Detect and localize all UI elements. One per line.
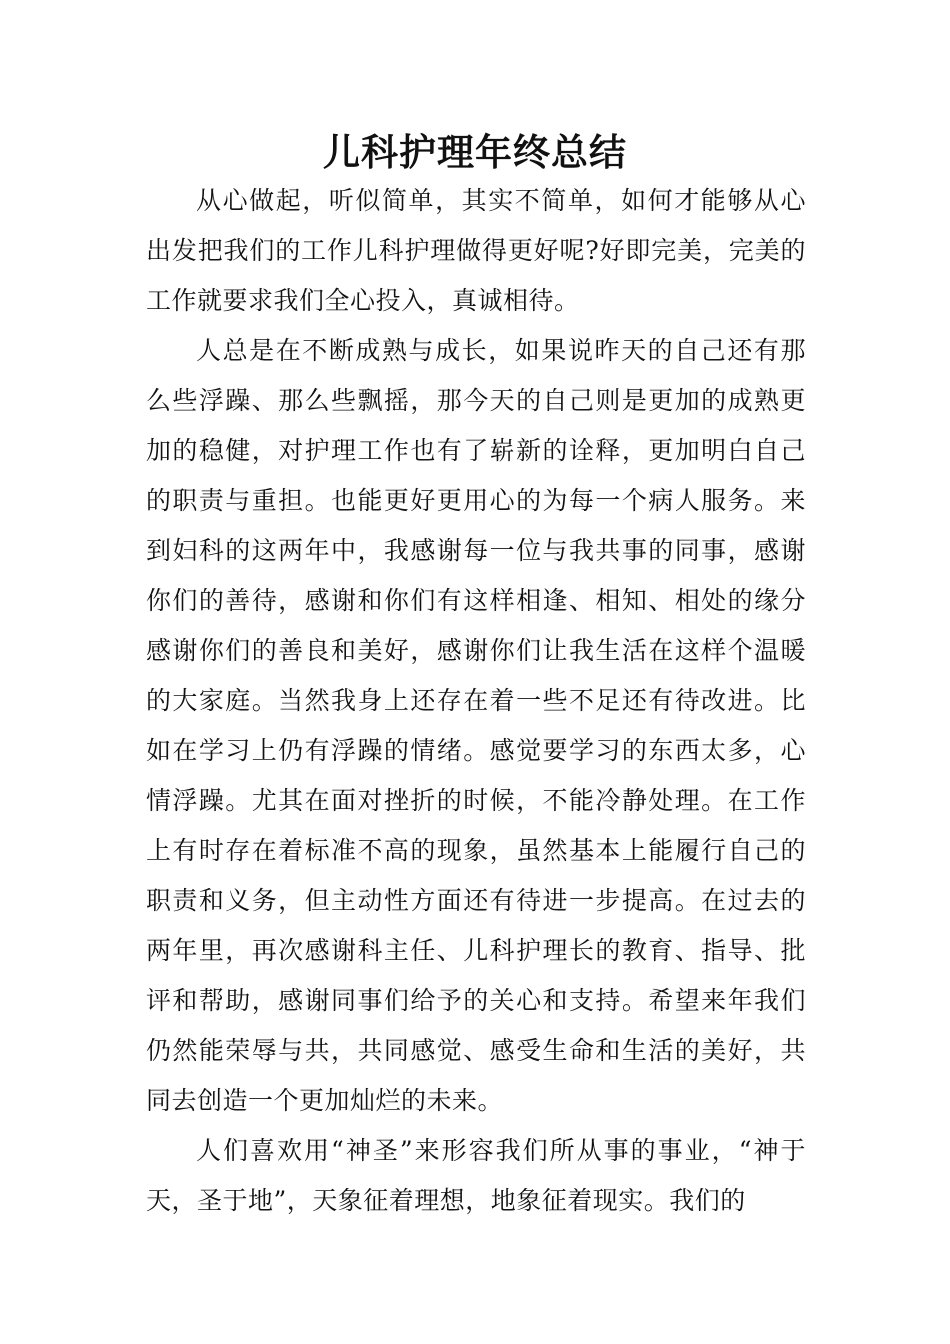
paragraph-2: 人总是在不断成熟与成长，如果说昨天的自己还有那么些浮躁、那么些飘摇，那今天的自己则是更加的成熟更加的稳健，对护理工作也有了崭新的诠释，更加明白自己的职责与重担。也能更好更用心的为每一个病人服务。来到妇科的这两年中，我感谢每一位与我共事的同事，感谢你们的善待，感谢和你们有这样相逢、相知、相处的缘分感谢你们的善良和美好，感谢你们让我生活在这样个温暖的大家庭。当然我身上还存在着一些不足还有待改进。比如在学习上仍有浮躁的情绪。感觉要学习的东西太多，心情浮躁。尤其在面对挫折的时候，不能冷静处理。在工作上有时存在着标准不高的现象，虽然基本上能履行自己的职责和义务，但主动性方面还有待进一步提高。在过去的两年里，再次感谢科主任、儿科护理长的教育、指导、批评和帮助，感谢同事们给予的关心和支持。希望来年我们仍然能荣辱与共，共同感觉、感受生命和生活的美好，共同去创造一个更加灿烂的未来。	[146, 336, 806, 1115]
document-body	[146, 176, 806, 1226]
document-title: 儿科护理年终总结	[323, 130, 627, 174]
paragraph-1: 从心做起，听似简单，其实不简单，如何才能够从心出发把我们的工作儿科护理做得更好呢?好即完美，完美的工作就要求我们全心投入，真诚相待。	[146, 186, 806, 315]
paragraph-3: 人们喜欢用“神圣”来形容我们所从事的事业，“神于天，圣于地”，天象征着理想，地象征着现实。我们的	[146, 1136, 806, 1215]
